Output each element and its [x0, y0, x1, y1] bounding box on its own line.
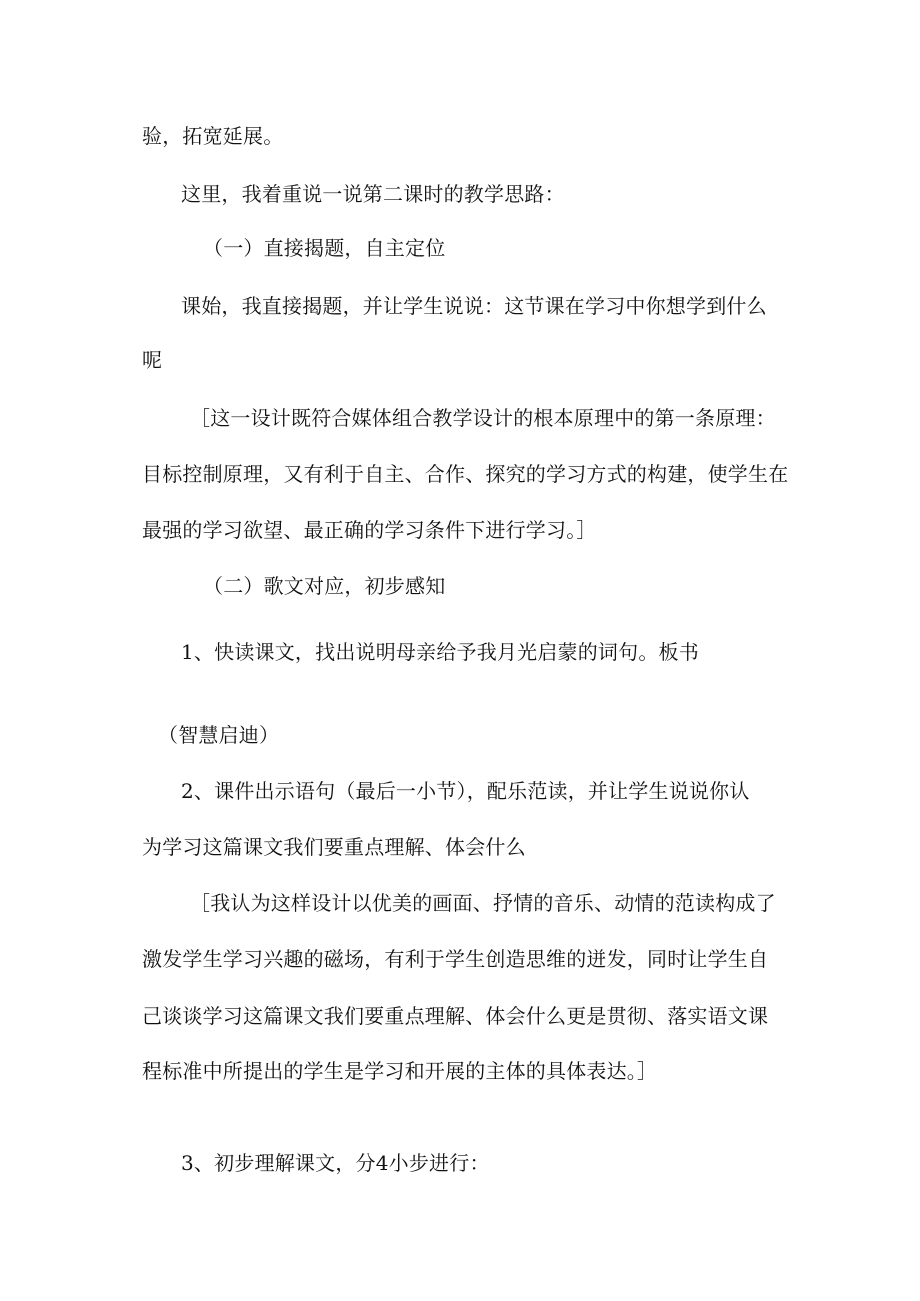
text-line-4: 课始，我直接揭题，并让学生说说：这节课在学习中你想学到什么 — [181, 294, 767, 318]
text-line-7: 目标控制原理，又有利于自主、合作、探究的学习方式的构建，使学生在 — [142, 462, 789, 486]
text-line-12: 2、课件出示语句（最后一小节），配乐范读，并让学生说说你认 — [181, 779, 750, 803]
text-line-13: 为学习这篇课文我们要重点理解、体会什么 — [142, 835, 526, 859]
text-line-15: 激发学生学习兴趣的磁场，有利于学生创造思维的迸发，同时让学生自 — [142, 947, 769, 971]
text-line-11: （智慧启迪） — [158, 723, 280, 747]
section-heading-2: （二）歌文对应，初步感知 — [203, 574, 446, 598]
text-line-18: 3、初步理解课文，分4小步进行： — [181, 1151, 490, 1175]
text-line-14: ［我认为这样设计以优美的画面、抒情的音乐、动情的范读构成了 — [190, 891, 776, 915]
text-line-2: 这里，我着重说一说第二课时的教学思路： — [181, 182, 565, 206]
text-line-5: 呢 — [142, 348, 163, 372]
text-line-17: 程标准中所提出的学生是学习和开展的主体的具体表达。］ — [142, 1059, 658, 1083]
text-line-10: 1、快读课文，找出说明母亲给予我月光启蒙的词句。板书 — [181, 640, 699, 664]
section-heading-1: （一）直接揭题，自主定位 — [203, 236, 446, 260]
text-line-1: 验，拓宽延展。 — [142, 124, 284, 148]
text-line-6: ［这一设计既符合媒体组合教学设计的根本原理中的第一条原理： — [190, 406, 776, 430]
text-line-16: 己谈谈学习这篇课文我们要重点理解、体会什么更是贯彻、落实语文课 — [142, 1004, 769, 1028]
text-line-8: 最强的学习欲望、最正确的学习条件下进行学习。］ — [142, 518, 597, 542]
